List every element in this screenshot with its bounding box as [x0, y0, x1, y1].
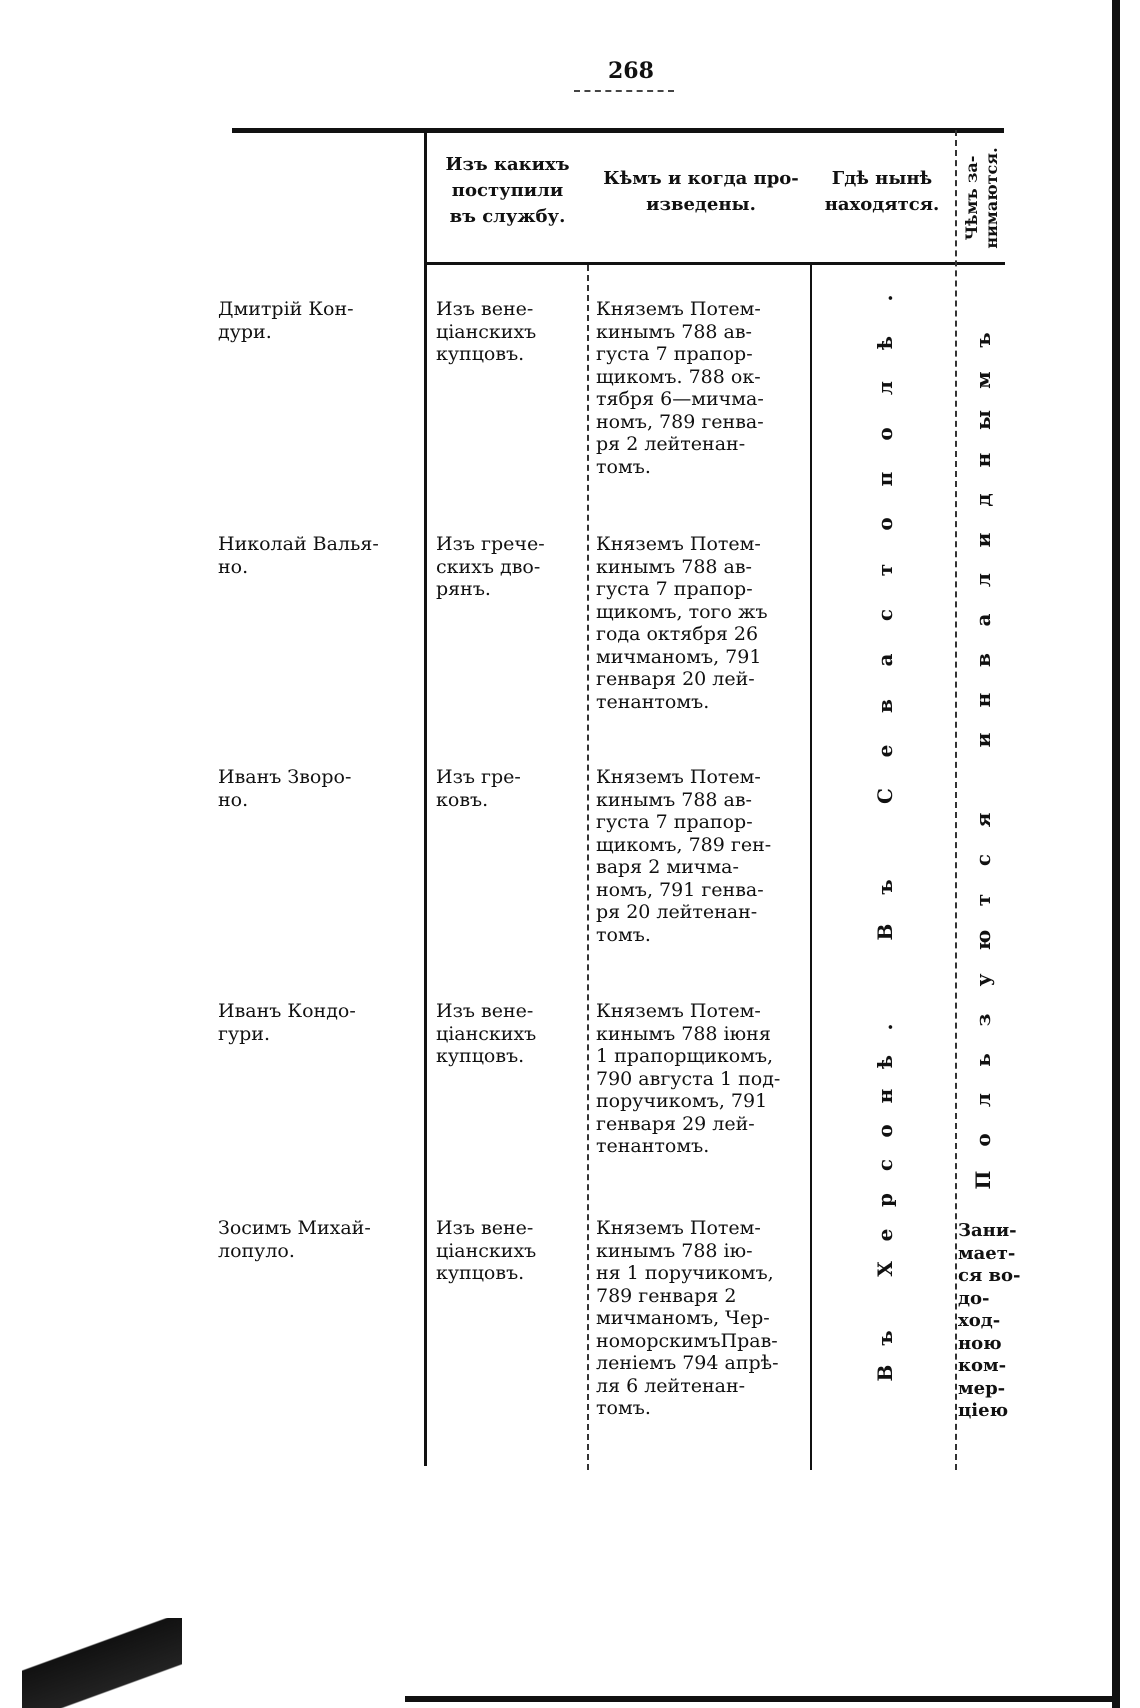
occupation-vertical	[963, 320, 1003, 1200]
occupation-char: л	[971, 1092, 995, 1108]
location-upper-char: а	[873, 653, 897, 667]
row-4-name: Иванъ Кондо- гури.	[218, 1000, 356, 1045]
location-upper-char: ъ	[873, 879, 897, 895]
row-3-promotion: Княземъ Потем- кинымъ 788 ав- густа 7 прапор- щикомъ, 789 ген- варя 2 мичма- номъ, 791 генва- ря 20 лейтенан- томъ.	[596, 766, 772, 946]
occupation-char: н	[971, 452, 995, 468]
occupation-char: о	[971, 1133, 995, 1147]
table-left-column-rule	[424, 130, 427, 1466]
location-upper-char: С	[873, 788, 897, 805]
occupation-char: П	[971, 1170, 995, 1190]
scan-mark-bottom-rule	[405, 1696, 1115, 1702]
occupation-char: ъ	[971, 332, 995, 348]
location-lower-char: о	[873, 1124, 897, 1138]
occupation-char: в	[971, 653, 995, 667]
scan-mark-bottom-left	[22, 1618, 182, 1708]
scan-edge-right	[1112, 0, 1120, 1708]
location-upper-char: в	[873, 698, 897, 713]
occupation-char: с	[971, 853, 995, 867]
table-top-rule	[232, 128, 1004, 133]
row-5-name: Зосимъ Михай- лопуло.	[218, 1217, 371, 1262]
row-4-origin: Изъ вене- ціанскихъ купцовъ.	[436, 1000, 537, 1067]
column-rule-location	[955, 130, 957, 1470]
row-3-origin: Изъ гре- ковъ.	[436, 766, 521, 811]
location-upper-char: о	[873, 517, 897, 531]
header-occupation: Чѣмъ за- нимаются.	[962, 147, 1001, 249]
occupation-char: я	[971, 812, 995, 828]
location-upper-char: .	[873, 294, 897, 302]
row-2-name: Николай Валья- но.	[218, 533, 379, 578]
occupation-char: т	[971, 893, 995, 907]
occupation-char: л	[971, 572, 995, 588]
occupation-char: ю	[971, 929, 995, 951]
location-lower-char: р	[873, 1193, 897, 1207]
occupation-char: у	[971, 973, 995, 987]
location-lower-char: Х	[873, 1261, 897, 1277]
row-1-origin: Изъ вене- ціанскихъ купцовъ.	[436, 298, 537, 365]
location-upper-char: с	[873, 608, 897, 622]
column-rule-origin	[587, 265, 589, 1470]
row-2-origin: Изъ грече- скихъ дво- рянъ.	[436, 533, 545, 600]
header-origin: Изъ какихъ поступили въ службу.	[445, 154, 570, 227]
occupation-char: н	[971, 692, 995, 708]
occupation-char: м	[971, 371, 995, 389]
row-1-promotion: Княземъ Потем- кинымъ 788 ав- густа 7 прапор- щикомъ. 788 ок- тября 6—мичма- номъ, 789 генва- ря 2 лейтенан- томъ.	[596, 298, 764, 478]
page-number: 268	[608, 58, 654, 84]
page-number-rule	[574, 90, 674, 92]
occupation-char: д	[971, 493, 995, 507]
location-upper-char: В	[873, 923, 897, 941]
location-upper-char: ѣ	[873, 335, 897, 351]
column-rule-promotion	[810, 265, 812, 1470]
location-lower-vertical	[865, 1010, 905, 1390]
location-lower-char: ѣ	[873, 1054, 897, 1069]
occupation-char: и	[971, 532, 995, 548]
location-lower-char: В	[873, 1364, 897, 1382]
row-3-name: Иванъ Зворо- но.	[218, 766, 352, 811]
occupation-char: ы	[971, 409, 995, 431]
location-upper-char: т	[873, 563, 897, 576]
row-2-promotion: Княземъ Потем- кинымъ 788 ав- густа 7 прапор- щикомъ, того жъ года октября 26 мичманомъ, 791 генваря 20 лей- тенантомъ.	[596, 533, 768, 713]
row-1-name: Дмитрій Кон- дури.	[218, 298, 354, 343]
location-upper-char: о	[873, 426, 897, 441]
header-promotion: Кѣмъ и когда про- изведены.	[603, 168, 799, 215]
occupation-char: з	[971, 1013, 995, 1027]
row-5-occupation: Зани- мает- ся во- до- ход- ною ком- мер- ціею	[958, 1220, 1021, 1421]
location-upper-char: л	[873, 381, 897, 396]
location-lower-char: .	[873, 1023, 897, 1031]
location-upper-vertical	[865, 275, 905, 955]
location-upper-char: е	[873, 744, 897, 758]
occupation-char: а	[971, 613, 995, 627]
location-upper-char: п	[873, 471, 897, 487]
row-5-promotion: Княземъ Потем- кинымъ 788 ію- ня 1 поручикомъ, 789 генваря 2 мичманомъ, Чер- номорскимъПрав- леніемъ 794 апрѣ- ля 6 лейтенан- томъ.	[596, 1217, 779, 1419]
location-lower-char: н	[873, 1089, 897, 1104]
header-bottom-rule	[427, 262, 1005, 265]
location-lower-char: е	[873, 1228, 897, 1241]
location-lower-char: ъ	[873, 1330, 897, 1346]
occupation-char: ь	[971, 1053, 995, 1067]
row-4-promotion: Княземъ Потем- кинымъ 788 іюня 1 прапорщикомъ, 790 августа 1 под- поручикомъ, 791 генваря 29 лей- тенантомъ.	[596, 1000, 781, 1157]
occupation-char: и	[971, 732, 995, 748]
location-lower-char: с	[873, 1159, 897, 1172]
header-location: Гдѣ нынѣ находятся.	[824, 168, 940, 215]
row-5-origin: Изъ вене- ціанскихъ купцовъ.	[436, 1217, 537, 1284]
